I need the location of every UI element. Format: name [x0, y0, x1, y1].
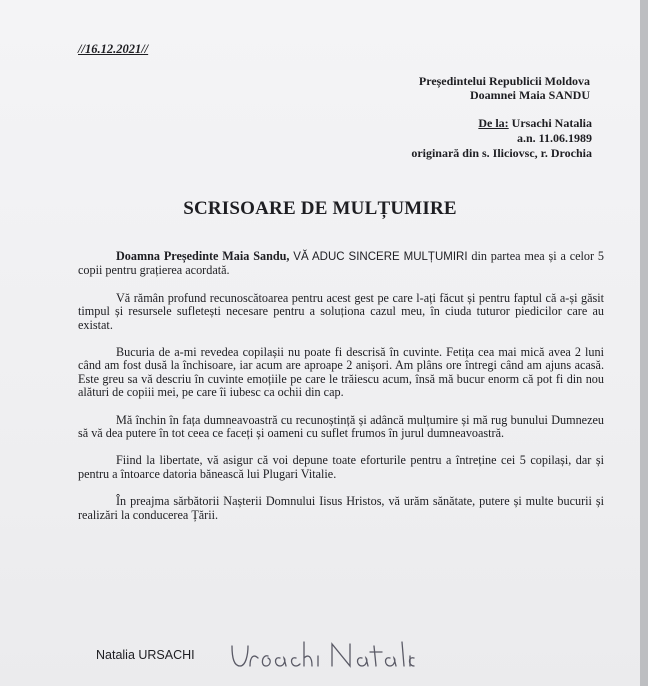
- greeting-tail: din partea mea și a celor 5 copii pentru grațierea acordată.: [78, 249, 605, 278]
- greeting-thanks: VĂ ADUC SINCERE MULȚUMIRI: [293, 251, 468, 263]
- letter-title: SCRISOARE DE MULȚUMIRE: [183, 198, 457, 219]
- handwritten-signature: [228, 636, 418, 674]
- paragraph-1: Vă rămân profund recunoscătoarea pentru acest gest pe care l-ați făcut și pentru faptul că a-și găsit timpul și resursele sufletești necesare pentru a soluționa cazul meu, în ciuda tuturor piedicilor care au existat.: [78, 290, 604, 332]
- recipient-line-1: Președintelui Republicii Moldova: [418, 74, 590, 88]
- paragraph-3: Mă închin în fața dumneavoastră cu recunoștință și adâncă mulțumire și mă rug bunului Dumnezeu să vă dea putere în tot ceea ce faceți și oameni cu suflet frumos în jurul dumneavoastră.: [78, 412, 604, 441]
- recipient-line-2: Doamnei Maia SANDU: [470, 88, 590, 102]
- paragraph-4: Fiind la libertate, vă asigur că voi depune toate eforturile pentru a întreține cei 5 copilași, dar și pentru a întoarce datoria bănească lui Plugari Vitalie.: [78, 453, 604, 481]
- sender-name-line: [411, 116, 592, 131]
- sender-name: Ursachi Natalia: [511, 116, 592, 130]
- greeting-paragraph: [78, 250, 604, 278]
- sender-birth: a.n. 11.06.1989: [516, 131, 592, 145]
- sender-label: De la:: [478, 116, 509, 130]
- recipient-block: [419, 74, 590, 102]
- paragraph-2: Bucuria de a-mi revedea copilașii nu poate fi descrisă în cuvinte. Fetița cea mai mică avea 2 luni când am fost dusă la închisoare, iar acum are aproape 2 anișori. Am plâns ore întregi când am ajuns acasă. Este greu sa vă descriu în cuvinte emoțiile pe care le trăiescu acum, însă mă bucur enorm că pot fi din nou alături de copiii mei, pe care îi iubesc ca ochii din cap.: [78, 345, 604, 400]
- greeting: Doamna Președinte Maia Sandu,: [116, 249, 290, 263]
- letter-date: //16.12.2021//: [78, 42, 149, 56]
- sender-origin: originară din s. Iliciovsc, r. Drochia: [411, 146, 592, 160]
- signature-name: Natalia URSACHI: [96, 648, 195, 662]
- letter-body: [78, 250, 604, 536]
- sender-block: [411, 116, 592, 161]
- paragraph-5: În preajma sărbătorii Nașterii Domnului Iisus Hristos, vă urăm sănătate, putere și multe bucurii și realizări la conducerea Țării.: [78, 494, 604, 522]
- page-edge-shadow: [640, 0, 648, 686]
